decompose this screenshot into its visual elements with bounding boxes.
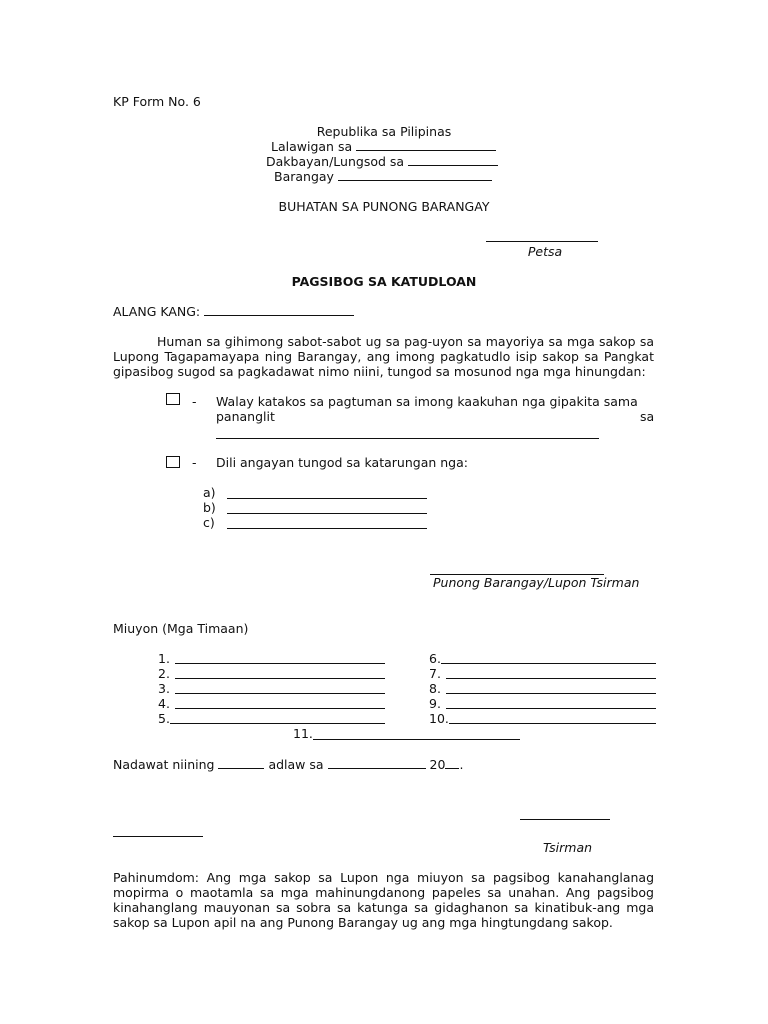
member-5-blank[interactable] [170,723,385,724]
member-7-blank[interactable] [446,678,656,679]
reason-b-blank[interactable] [227,513,427,514]
chairman-label: Tsirman [543,840,593,855]
document-title: PAGSIBOG SA KATUDLOAN [291,274,477,289]
member-8-blank[interactable] [446,693,656,694]
received-year-blank[interactable] [445,757,459,769]
province-blank[interactable] [356,139,496,151]
member-4-label: 4. [158,696,170,711]
province-label: Lalawigan sa [271,139,353,154]
received-row [113,757,463,772]
chairman-signature-blank[interactable] [520,819,610,820]
date-blank[interactable] [486,241,598,242]
barangay-row [274,169,492,184]
addressee-label: ALANG KANG: [113,304,201,319]
option-2-dash: - [192,455,197,470]
option-1-text-line1: Walay katakos sa pagtuman sa imong kaakuhan nga gipakita sama [216,394,638,409]
member-7-label: 7. [429,666,441,681]
member-10-blank[interactable] [449,723,656,724]
option-1-blank[interactable] [216,438,599,439]
signatory-label: Punong Barangay/Lupon Tsirman [433,575,640,590]
member-10-label: 10. [429,711,449,726]
member-4-blank[interactable] [175,708,385,709]
received-day-blank[interactable] [218,757,264,769]
form-number: KP Form No. 6 [113,94,201,109]
addressee-row [113,304,354,319]
city-row [266,154,498,169]
member-6-label: 6. [429,651,441,666]
member-3-blank[interactable] [175,693,385,694]
member-9-blank[interactable] [446,708,656,709]
received-period: . [459,757,464,772]
reason-c-label: c) [203,515,215,530]
received-prefix: Nadawat niining [113,757,215,772]
intro-paragraph: Human sa gihimong sabot-sabot ug sa pag-uyon sa mayoriya sa mga sakop sa Lupong Tagapamayapa ning Barangay, ang imong pagkatudlo isip sakop sa Pangkat gipasibog sugod sa pagkadawat nimo niini, tungod sa mosunod nga mga hinungdan: [113,334,654,379]
province-row [271,139,496,154]
member-1-label: 1. [158,651,170,666]
member-2-blank[interactable] [175,678,385,679]
member-5-label: 5. [158,711,170,726]
reason-a-label: a) [203,485,216,500]
option-1-checkbox[interactable] [166,393,180,405]
member-1-blank[interactable] [175,663,385,664]
member-11-label: 11. [293,726,313,741]
option-2-checkbox[interactable] [166,456,180,468]
received-month-blank[interactable] [328,757,426,769]
member-6-blank[interactable] [441,663,656,664]
received-day-label: adlaw sa [268,757,324,772]
note-paragraph: Pahinumdom: Ang mga sakop sa Lupon nga miuyon sa pagsibog kanahanglanag mopirma o maotamla sa mga mahinungdanong papeles sa unahan. Ang pagsibog kinahanglang mauyonan sa sobra sa katunga sa gidaghanon sa kinatibuk-ang mga sakop sa Lupon apil na ang Punong Barangay ug ang mga hingtungdang sakop. [113,870,654,930]
republic-heading: Republika sa Pilipinas [316,124,452,139]
concurrence-label: Miuyon (Mga Timaan) [113,621,249,636]
member-8-label: 8. [429,681,441,696]
barangay-label: Barangay [274,169,334,184]
member-3-label: 3. [158,681,170,696]
left-signature-blank[interactable] [113,836,203,837]
reason-c-blank[interactable] [227,528,427,529]
member-11-blank[interactable] [313,739,520,740]
option-2-text: Dili angayan tungod sa katarungan nga: [216,455,468,470]
reason-a-blank[interactable] [227,498,427,499]
city-blank[interactable] [408,154,498,166]
addressee-blank[interactable] [204,304,354,316]
reason-b-label: b) [203,500,216,515]
member-9-label: 9. [429,696,441,711]
received-year-prefix: 20 [429,757,446,772]
city-label: Dakbayan/Lungsod sa [266,154,405,169]
option-1-text-pananglit: pananglit [216,409,275,424]
barangay-blank[interactable] [338,169,492,181]
member-2-label: 2. [158,666,170,681]
option-1-dash: - [192,394,197,409]
option-1-text-sa: sa [640,409,655,424]
office-heading: BUHATAN SA PUNONG BARANGAY [278,199,490,214]
date-label: Petsa [527,244,563,259]
